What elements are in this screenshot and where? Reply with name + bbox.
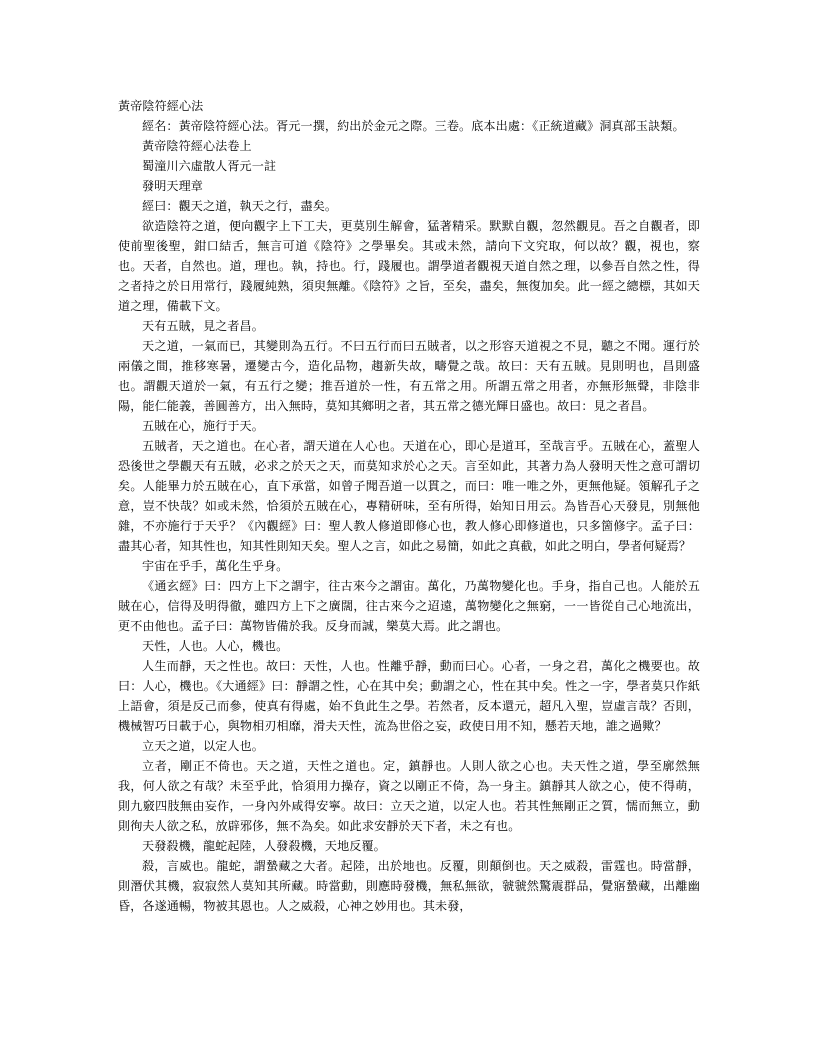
- commentary-6: 立者，剛正不倚也。天之道，天性之道也。定，鎮靜也。人則人欲之心也。夫天性之道，學至廓然無我，何人欲之有哉？未至乎此，恰須用力操存，資之以剛正不倚，為一身主。鎮靜其人欲之心，使不得萌，則九竅四肢無由妄作，一身內外咸得安寧。故曰：立天之道，以定人也。若其性無剛正之質，懦而無立，動則徇夫人欲之私，放辟邪侈，無不為矣。如此求安靜於天下者，未之有也。: [118, 759, 700, 833]
- commentary-3: 五賊者，天之道也。在心者，謂天道在人心也。天道在心，即心是道耳，至哉言乎。五賊在心，蓋聖人恐後世之學觀天有五賊，必求之於天之天，而莫知求於心之天。言至如此，其著力為人發明天性之意可謂切矣。人能畢力於五賊在心，直下承當，如曾子聞吾道一以貫之，而曰：唯一唯之外，更無他疑。領解孔子之意，豈不快哉？如或未然，恰須於五賊在心，專精研味，至有所得，始知日用云。為皆吾心天發見，別無他雜，不亦施行于天乎？《內觀經》曰：聖人教人修道即修心也，教人修心即修道也，只多箇修字。孟子曰：盡其心者，知其性也，知其性則知天矣。聖人之言，如此之易簡，如此之真截，如此之明白，學者何疑焉？: [118, 439, 700, 553]
- volume-heading: 黃帝陰符經心法卷上: [142, 139, 252, 153]
- colophon-paragraph: 經名：黃帝陰符經心法。胥元一撰，約出於金元之際。三卷。底本出處：《正統道藏》洞真部玉訣類。: [142, 119, 685, 133]
- commentary-7: 殺，言威也。龍蛇，謂蟄藏之大者。起陸，出於地也。反覆，則顛倒也。天之威殺，雷霆也。時當靜，則潛伏其機，寂寂然人莫知其所藏。時當動，則應時發機，無私無欲，虢虢然驚震群品，覺寤蟄藏，出離幽昏，各遂通暢，物被其恩也。人之威殺，心神之妙用也。其未發，: [118, 859, 700, 913]
- document-body: [118, 96, 700, 916]
- commentary-1: 欲造陰符之道，便向觀字上下工夫，更莫別生解會，猛著精采。默默自觀，忽然觀見。吾之自觀者，即使前聖後聖，鉗口結舌，無言可道《陰符》之學畢矣。其或未然，請向下文究取，何以故？觀，視也，察也。天者，自然也。道，理也。執，持也。行，踐履也。謂學道者觀視天道自然之理，以參吾自然之性，得之者持之於日用常行，踐履純熟，須臾無離。《陰符》之旨，至矣，盡矣，無復加矣。此一經之總標，其如天道之理，備載下文。: [118, 219, 700, 313]
- canon-line-2: 天有五賊，見之者昌。: [142, 319, 264, 333]
- doc-title: 黃帝陰符經心法: [118, 99, 204, 113]
- chapter-heading: 發明天理章: [142, 179, 203, 193]
- canon-line-4: 宇宙在乎手，萬化生乎身。: [142, 559, 289, 573]
- commentary-4: 《通玄經》曰：四方上下之謂宇，往古來今之謂宙。萬化，乃萬物變化也。手身，指自己也。人能於五賊在心，信得及明得徹，雖四方上下之廣闊，往古來今之迢遠，萬物變化之無窮，一一皆從自己心地流出，更不由他也。孟子曰：萬物皆備於我。反身而誠，樂莫大焉。此之謂也。: [118, 579, 700, 633]
- canon-line-5: 天性，人也。人心，機也。: [142, 639, 289, 653]
- canon-line-3: 五賊在心，施行于天。: [142, 419, 264, 433]
- commentary-5: 人生而靜，天之性也。故曰：天性，人也。性離乎靜，動而曰心。心者，一身之君，萬化之機要也。故曰：人心，機也。《大通經》曰：靜謂之性，心在其中矣；動謂之心，性在其中矣。性之一字，學者莫只作紙上語會，須是反己而參，使真有得處，始不負此生之學。若然者，反本還元，超凡入聖，豈虛言哉？否則，機械智巧日載于心，與物相刃相靡，滑夫天性，流為世俗之妄，政使日用不知，懸若天地，誰之過歟？: [118, 659, 700, 733]
- annotator-line: 蜀潼川六虛散人胥元一註: [142, 159, 277, 173]
- canon-line-6: 立天之道，以定人也。: [142, 739, 264, 753]
- canon-line-7: 天發殺機，龍蛇起陸，人發殺機，天地反覆。: [142, 839, 386, 853]
- commentary-2: 天之道，一氣而已，其變則為五行。不曰五行而曰五賊者，以之形容天道視之不見，聽之不聞。運行於兩儀之間，推移寒暑，遷變古今，造化品物，趨新失故，疇覺之哉。故曰：天有五賊。見則明也，昌則盛也。謂觀天道於一氣，有五行之變；推吾道於一性，有五常之用。所謂五常之用者，亦無形無聲，非陰非陽，能仁能義，善圓善方，出入無時，莫知其鄉明之者，其五常之德光輝日盛也。故曰：見之者昌。: [118, 339, 700, 413]
- canon-line-1: 經曰：觀天之道，執天之行，盡矣。: [142, 199, 338, 213]
